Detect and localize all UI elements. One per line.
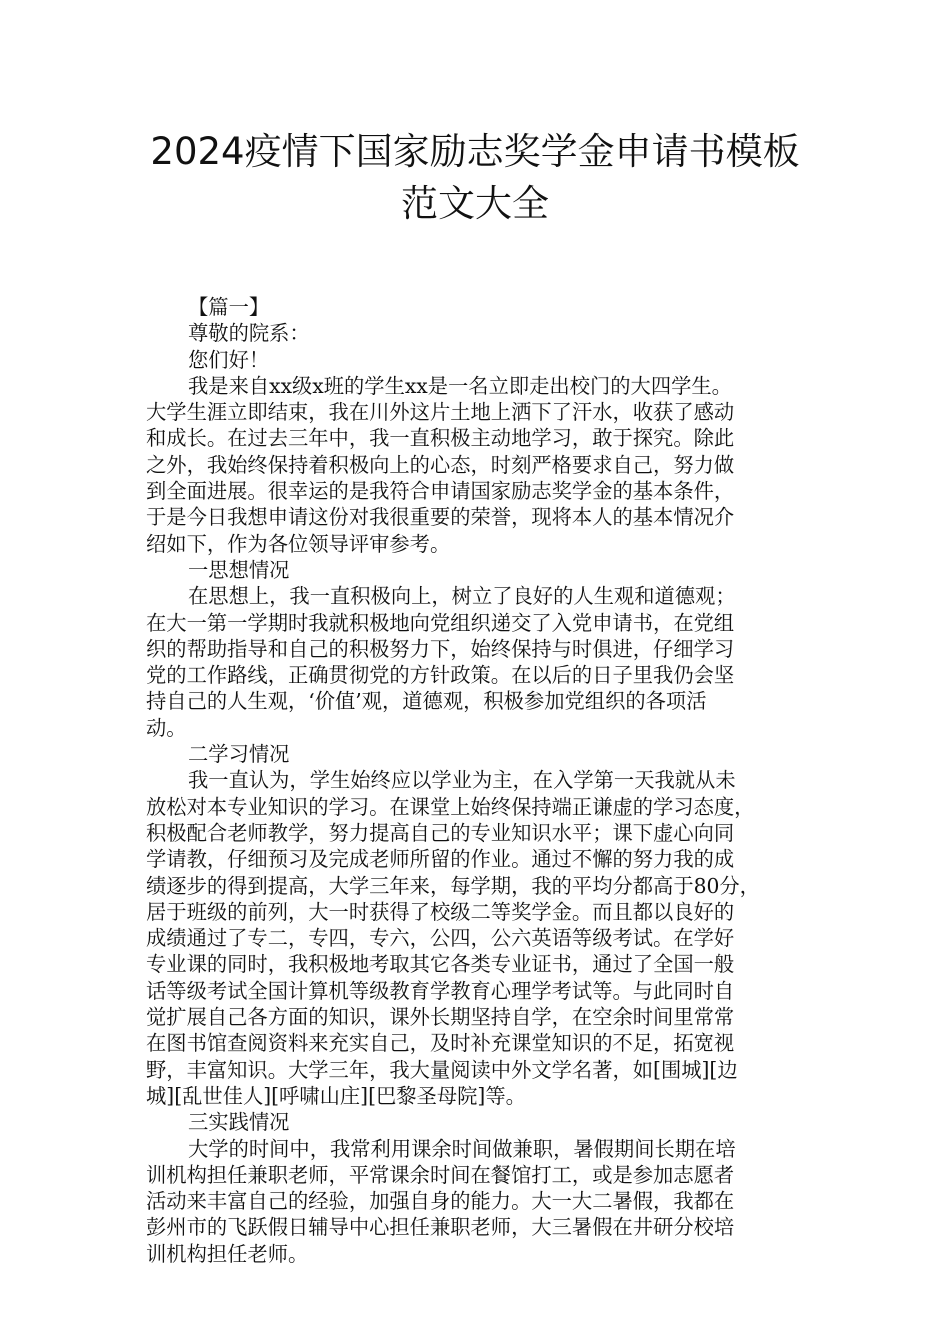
text-line: 动。 <box>146 715 187 740</box>
text-line: 在思想上，我一直积极向上，树立了良好的人生观和道德观； <box>188 584 736 609</box>
text-line: 三实践情况 <box>188 1110 290 1135</box>
title-line-2: 范文大全 <box>401 182 549 225</box>
text-line: 持自己的人生观，‘价值’观，道德观，积极参加党组织的各项活 <box>146 689 707 714</box>
text-line: 积极配合老师教学，努力提高自己的专业知识水平；课下虚心向同 <box>146 820 735 845</box>
text-line: 大学生涯立即结束，我在川外这片土地上洒下了汗水，收获了感动 <box>146 400 735 425</box>
text-line: 专业课的同时，我积极地考取其它各类专业证书，通过了全国一般 <box>146 952 735 977</box>
text-line: 之外，我始终保持着积极向上的心态，时刻严格要求自己，努力做 <box>146 452 735 477</box>
text-line: 觉扩展自己各方面的知识，课外长期坚持自学，在空余时间里常常 <box>146 1005 735 1030</box>
text-line: 党的工作路线，正确贯彻党的方针政策。在以后的日子里我仍会坚 <box>146 663 735 688</box>
text-line: 我是来自xx级x班的学生xx是一名立即走出校门的大四学生。 <box>188 373 732 398</box>
text-line: 城][乱世佳人][呼啸山庄][巴黎圣母院]等。 <box>146 1083 526 1108</box>
text-line: 活动来丰富自己的经验，加强自身的能力。大一大二暑假，我都在 <box>146 1189 735 1214</box>
text-line: 和成长。在过去三年中，我一直积极主动地学习，敢于探究。除此 <box>146 426 735 451</box>
text-line: 到全面进展。很幸运的是我符合申请国家励志奖学金的基本条件， <box>146 479 735 504</box>
document-body <box>146 294 818 1267</box>
text-line: 居于班级的前列，大一时获得了校级二等奖学金。而且都以良好的 <box>146 899 735 924</box>
text-line: 在图书馆查阅资料来充实自己，及时补充课堂知识的不足，拓宽视 <box>146 1031 735 1056</box>
text-line: 彭州市的飞跃假日辅导中心担任兼职老师，大三暑假在井研分校培 <box>146 1215 735 1240</box>
text-line: 二学习情况 <box>188 742 290 767</box>
text-line: 织的帮助指导和自己的积极努力下，始终保持与时俱进，仔细学习 <box>146 636 735 661</box>
text-line: 于是今日我想申请这份对我很重要的荣誉，现将本人的基本情况介 <box>146 505 735 530</box>
text-line: 大学的时间中，我常利用课余时间做兼职，暑假期间长期在培 <box>188 1136 736 1161</box>
text-line: 我一直认为，学生始终应以学业为主，在入学第一天我就从未 <box>188 768 736 793</box>
text-line: 绍如下，作为各位领导评审参考。 <box>146 531 451 556</box>
text-line: 成绩通过了专二，专四，专六，公四，公六英语等级考试。在学好 <box>146 926 735 951</box>
text-line: 您们好！ <box>188 347 270 372</box>
text-line: 在大一第一学期时我就积极地向党组织递交了入党申请书，在党组 <box>146 610 735 635</box>
text-line: 一思想情况 <box>188 557 290 582</box>
page-title <box>0 126 950 230</box>
title-line-1: 2024疫情下国家励志奖学金申请书模板 <box>150 130 800 173</box>
text-line: 训机构担任老师。 <box>146 1241 309 1266</box>
text-line: 训机构担任兼职老师，平常课余时间在餐馆打工，或是参加志愿者 <box>146 1162 735 1187</box>
text-line: 绩逐步的得到提高，大学三年来，每学期，我的平均分都高于80分， <box>146 873 760 898</box>
text-line: 尊敬的院系： <box>188 321 310 346</box>
text-line: 野，丰富知识。大学三年，我大量阅读中外文学名著，如[围城][边 <box>146 1057 738 1082</box>
text-line: 放松对本专业知识的学习。在课堂上始终保持端正谦虚的学习态度， <box>146 794 755 819</box>
text-line: 话等级考试全国计算机等级教育学教育心理学考试等。与此同时自 <box>146 978 735 1003</box>
text-line: 【篇一】 <box>188 295 270 319</box>
text-line: 学请教，仔细预习及完成老师所留的作业。通过不懈的努力我的成 <box>146 847 735 872</box>
